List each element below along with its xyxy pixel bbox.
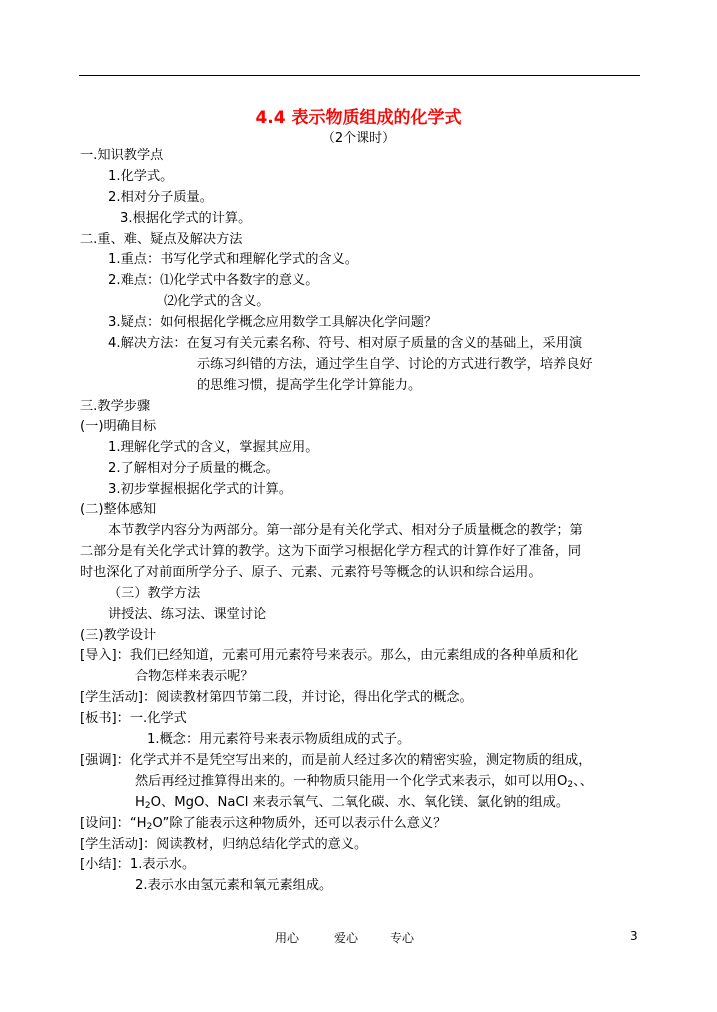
paragraph-line: 合物怎样来表示呢？	[135, 669, 254, 684]
list-item: 3.疑点：如何根据化学概念应用数学工具解决化学问题？	[108, 315, 438, 330]
list-item: 1.化学式。	[108, 169, 174, 184]
text-run: O”除了能表示这种物质外，还可以表示什么意义？	[152, 816, 447, 831]
subsection-heading: （三）教学方法	[108, 586, 201, 601]
subsection-heading: (三)教学设计	[80, 628, 157, 643]
paragraph-line: 1.概念：用元素符号来表示物质组成的式子。	[147, 732, 411, 747]
text-line: 示练习纠错的方法，通过学生自学、讨论的方式进行教学，培养良好	[197, 357, 593, 372]
subscript: 2	[146, 822, 153, 832]
list-item: 3.初步掌握根据化学式的计算。	[108, 482, 293, 497]
paragraph-line: [导入]：我们已经知道，元素可用元素符号来表示。那么，由元素组成的各种单质和化	[80, 648, 579, 663]
paragraph-line: 二部分是有关化学式计算的教学。这为下面学习根据化学方程式的计算作好了准备，同	[80, 544, 582, 559]
list-item: 2.相对分子质量。	[108, 190, 213, 205]
list-item: 3.根据化学式的计算。	[120, 211, 252, 226]
list-item: 4.解决方法：在复习有关元素名称、符号、相对原子质量的含义的基础上，采用演	[108, 336, 583, 351]
paragraph-line: [学生活动]：阅读教材第四节第二段，并讨论，得出化学式的概念。	[80, 690, 473, 705]
document-subtitle: （2个课时）	[321, 131, 396, 146]
text-run: H	[135, 795, 145, 810]
footer-item: 专心	[390, 931, 415, 945]
paragraph-line	[80, 815, 446, 833]
document-title: 4.4 表示物质组成的化学式	[255, 108, 462, 128]
paragraph-line: [板书]：一.化学式	[80, 711, 187, 726]
footer-item: 爱心	[334, 931, 359, 945]
paragraph-line: 讲授法、练习法、课堂讨论	[108, 607, 267, 622]
subscript: 2	[144, 801, 151, 811]
paragraph-line	[135, 794, 569, 812]
header-rule	[79, 75, 640, 76]
paragraph-line: [强调]：化学式并不是凭空写出来的，而是前人经过多次的精密实验，测定物质的组成，	[80, 753, 592, 768]
text-line: 的思维习惯，提高学生化学计算能力。	[197, 378, 422, 393]
list-item: 2.难点：⑴化学式中各数字的意义。	[108, 273, 319, 288]
section-heading-steps: 三.教学步骤	[80, 399, 151, 414]
paragraph-line	[135, 773, 593, 791]
footer-item: 用心	[275, 931, 300, 945]
section-heading-knowledge: 一.知识教学点	[80, 148, 164, 163]
section-heading-key-points: 二.重、难、疑点及解决方法	[80, 232, 243, 247]
page-number: 3	[630, 929, 638, 943]
subscript: 2	[567, 780, 574, 790]
text-run: O、MgO、NaCl 来表示氧气、二氧化碳、水、氧化镁、氯化钠的组成。	[150, 795, 570, 810]
paragraph-line: 本节教学内容分为两部分。第一部分是有关化学式、相对分子质量概念的教学；第	[108, 523, 583, 538]
paragraph-line: [学生活动]：阅读教材，归纳总结化学式的意义。	[80, 837, 368, 852]
list-item: 1.重点：书写化学式和理解化学式的含义。	[108, 252, 358, 267]
text-run: 然后再经过推算得出来的。一种物质只能用一个化学式来表示，如可以用O	[135, 774, 568, 789]
list-item: 2.了解相对分子质量的概念。	[108, 461, 279, 476]
list-item: ⑵化学式的含义。	[164, 294, 270, 309]
subsection-heading: (一)明确目标	[80, 419, 157, 434]
subsection-heading: (二)整体感知	[80, 502, 157, 517]
paragraph-line: [小结]：1.表示水。	[80, 857, 196, 872]
text-run: [设问]：“H	[80, 816, 147, 831]
paragraph-line: 时也深化了对前面所学分子、原子、元素、元素符号等概念的认识和综合运用。	[80, 565, 542, 580]
paragraph-line: 2.表示水由氢元素和氧元素组成。	[135, 878, 333, 893]
list-item: 1.理解化学式的含义，掌握其应用。	[108, 440, 319, 455]
text-run: 、、	[573, 774, 593, 789]
